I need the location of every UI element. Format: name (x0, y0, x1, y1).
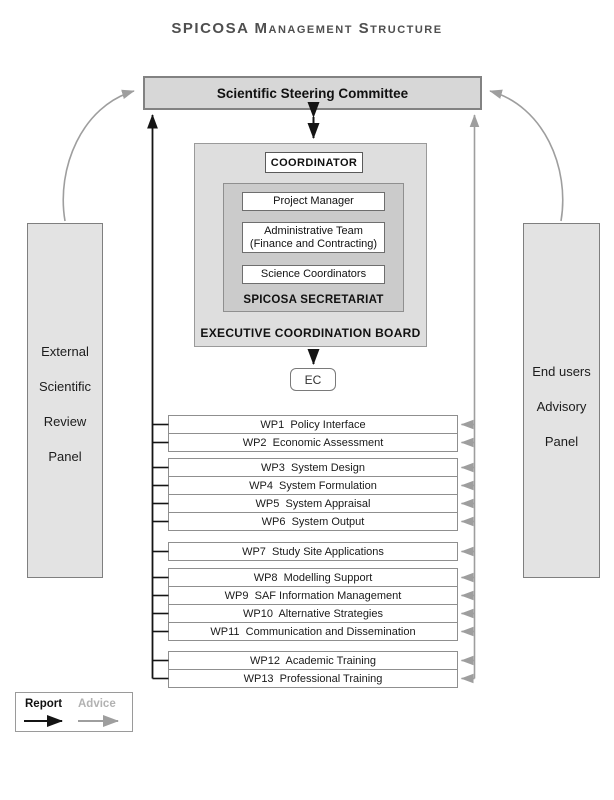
page-title: SPICOSA Management Structure (171, 20, 443, 37)
administrative-team-label-line1: Administrative Team (264, 224, 363, 237)
wp13-box: WP13 Professional Training (168, 669, 458, 688)
scientific-steering-committee-label: Scientific Steering Committee (216, 85, 409, 101)
left-panel-line: Panel (48, 449, 82, 464)
spicosa-secretariat-label: SPICOSA SECRETARIAT (243, 294, 384, 306)
science-coordinators-label: Science Coordinators (260, 268, 367, 280)
administrative-team-label-line2: (Finance and Contracting) (249, 237, 378, 250)
end-users-advisory-panel-box (523, 223, 600, 578)
science-coordinators-box (242, 265, 385, 284)
project-manager-box (242, 192, 385, 211)
wp-group-policy-economic (168, 415, 458, 452)
endusers-panel-to-committee-curve (490, 91, 563, 221)
ec-box (290, 368, 336, 391)
scientific-steering-committee-box (143, 76, 482, 110)
wp-group-system (168, 458, 458, 531)
left-panel-line: External (41, 344, 89, 359)
coordinator-label: COORDINATOR (270, 156, 358, 169)
report-branch-lines (153, 425, 169, 679)
project-manager-label: Project Manager (273, 195, 354, 207)
legend-advice-label: Advice (78, 698, 116, 710)
spicosa-secretariat-box (223, 183, 404, 312)
wp5-box: WP5 System Appraisal (168, 494, 458, 513)
wp-group-training (168, 651, 458, 688)
wp11-box: WP11 Communication and Dissemination (168, 622, 458, 641)
left-panel-line: Review (43, 414, 87, 429)
ec-label: EC (304, 372, 322, 387)
left-panel-line: Scientific (38, 379, 92, 394)
wp3-box: WP3 System Design (168, 458, 458, 477)
wp2-box: WP2 Economic Assessment (168, 433, 458, 452)
external-scientific-review-panel-box (27, 223, 103, 578)
administrative-team-box (242, 222, 385, 253)
wp9-box: WP9 SAF Information Management (168, 586, 458, 605)
wp-group-support (168, 568, 458, 641)
advice-branch-arrows (462, 425, 475, 679)
legend-box (15, 692, 133, 732)
wp10-box: WP10 Alternative Strategies (168, 604, 458, 623)
wp4-box: WP4 System Formulation (168, 476, 458, 495)
right-panel-line: Advisory (536, 399, 587, 414)
right-panel-line: End users (532, 364, 591, 379)
executive-coordination-board-label: EXECUTIVE COORDINATION BOARD (200, 326, 421, 340)
review-panel-to-committee-curve (63, 91, 134, 221)
executive-coordination-board-box (194, 143, 427, 347)
right-panel-line: Panel (544, 434, 579, 449)
wp1-box: WP1 Policy Interface (168, 415, 458, 434)
wp12-box: WP12 Academic Training (168, 651, 458, 670)
work-package-list (168, 415, 458, 688)
wp7-box: WP7 Study Site Applications (168, 542, 458, 561)
wp6-box: WP6 System Output (168, 512, 458, 531)
wp8-box: WP8 Modelling Support (168, 568, 458, 587)
wp-group-study-sites (168, 542, 458, 561)
coordinator-box (265, 152, 363, 173)
legend-report-label: Report (25, 698, 63, 710)
